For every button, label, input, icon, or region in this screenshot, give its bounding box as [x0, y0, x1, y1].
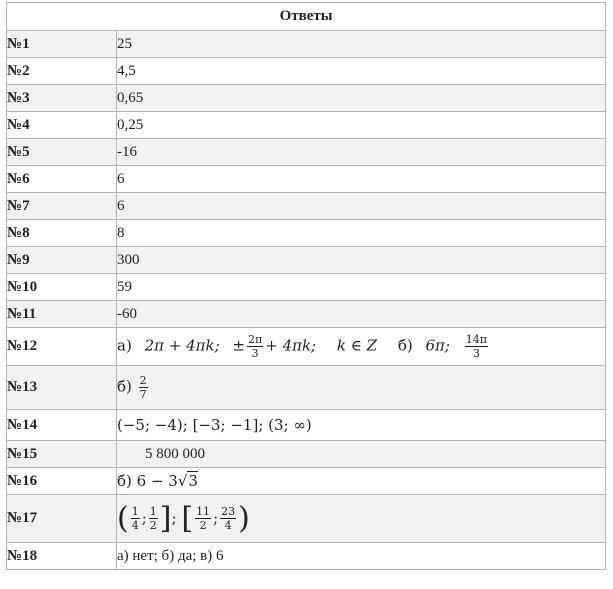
question-number: №17 [7, 495, 117, 543]
question-number: №15 [7, 441, 117, 468]
answer-value [117, 328, 606, 366]
table-row [7, 193, 606, 220]
fraction: $\frac{23}{4}$ [221, 505, 236, 532]
question-number: №2 [7, 58, 117, 85]
table-row [7, 441, 606, 468]
table-row [7, 85, 606, 112]
separator: ; [213, 508, 219, 527]
answer-value: -60 [117, 301, 606, 328]
table-row [7, 58, 606, 85]
table-row [7, 328, 606, 366]
question-number: №14 [7, 410, 117, 441]
question-number: №12 [7, 328, 117, 366]
table-row [7, 410, 606, 441]
question-number: №6 [7, 166, 117, 193]
table-row [7, 495, 606, 543]
answer-value [117, 366, 606, 410]
fraction: $\frac{1}{4}$ [131, 505, 139, 532]
question-number: №10 [7, 274, 117, 301]
table-row [7, 274, 606, 301]
question-number: №9 [7, 247, 117, 274]
table-title: Ответы [7, 3, 606, 31]
answer-value: 4,5 [117, 58, 606, 85]
table-header-row [7, 3, 606, 31]
table-row [7, 247, 606, 274]
answers-table [6, 2, 606, 570]
radicand: 3 [188, 472, 198, 490]
open-paren: ( [117, 500, 129, 536]
answer-value: 0,25 [117, 112, 606, 139]
answer-value: 25 [117, 31, 606, 58]
table-row [7, 543, 606, 570]
separator: ; [141, 508, 147, 527]
answer-expression: 2π + 4πk; [144, 336, 220, 355]
table-row [7, 112, 606, 139]
question-number: №4 [7, 112, 117, 139]
answer-value: (−5; −4); [−3; −1]; (3; ∞) [117, 410, 606, 441]
table-row [7, 220, 606, 247]
answer-expression: 6π; [425, 336, 450, 355]
close-paren: ) [238, 500, 250, 536]
question-number: №1 [7, 31, 117, 58]
answer-expression: б) 6 − 3 [117, 472, 178, 490]
answer-value: 8 [117, 220, 606, 247]
answer-value: 6 [117, 166, 606, 193]
question-number: №5 [7, 139, 117, 166]
close-bracket: ] [159, 500, 172, 536]
answer-value: -16 [117, 139, 606, 166]
table-row [7, 166, 606, 193]
question-number: №13 [7, 366, 117, 410]
fraction: $\frac{1}{2}$ [149, 505, 157, 532]
table-row [7, 468, 606, 495]
fraction: $\frac{11}{2}$ [196, 505, 211, 532]
table-row [7, 31, 606, 58]
answer-value: 6 [117, 193, 606, 220]
answer-part-b-label: б) [397, 336, 413, 355]
table-row [7, 301, 606, 328]
answer-value: а) нет; б) да; в) 6 [117, 543, 606, 570]
separator: ; [171, 508, 177, 527]
fraction: $\frac{2}{7}$ [139, 374, 147, 401]
answer-value: 300 [117, 247, 606, 274]
answer-value: 5 800 000 [117, 441, 606, 468]
question-number: №11 [7, 301, 117, 328]
question-number: №18 [7, 543, 117, 570]
answer-expression: + 4πk; [265, 336, 317, 355]
table-row [7, 139, 606, 166]
fraction: $\frac{2\pi}{3}$ [248, 333, 263, 360]
answer-set: k ∈ Z [336, 336, 378, 355]
answer-label: б) [117, 377, 132, 396]
plus-minus-sign: ± [232, 336, 245, 355]
open-bracket: [ [181, 500, 194, 536]
table-row [7, 366, 606, 410]
question-number: №8 [7, 220, 117, 247]
answer-value: 59 [117, 274, 606, 301]
answer-part-a-label: а) [117, 336, 132, 355]
fraction: $\frac{14\pi}{3}$ [465, 333, 487, 360]
answer-value [117, 468, 606, 495]
answer-value: 0,65 [117, 85, 606, 112]
question-number: №7 [7, 193, 117, 220]
question-number: №3 [7, 85, 117, 112]
answer-value [117, 495, 606, 543]
square-root-sign: √ [177, 472, 188, 490]
question-number: №16 [7, 468, 117, 495]
